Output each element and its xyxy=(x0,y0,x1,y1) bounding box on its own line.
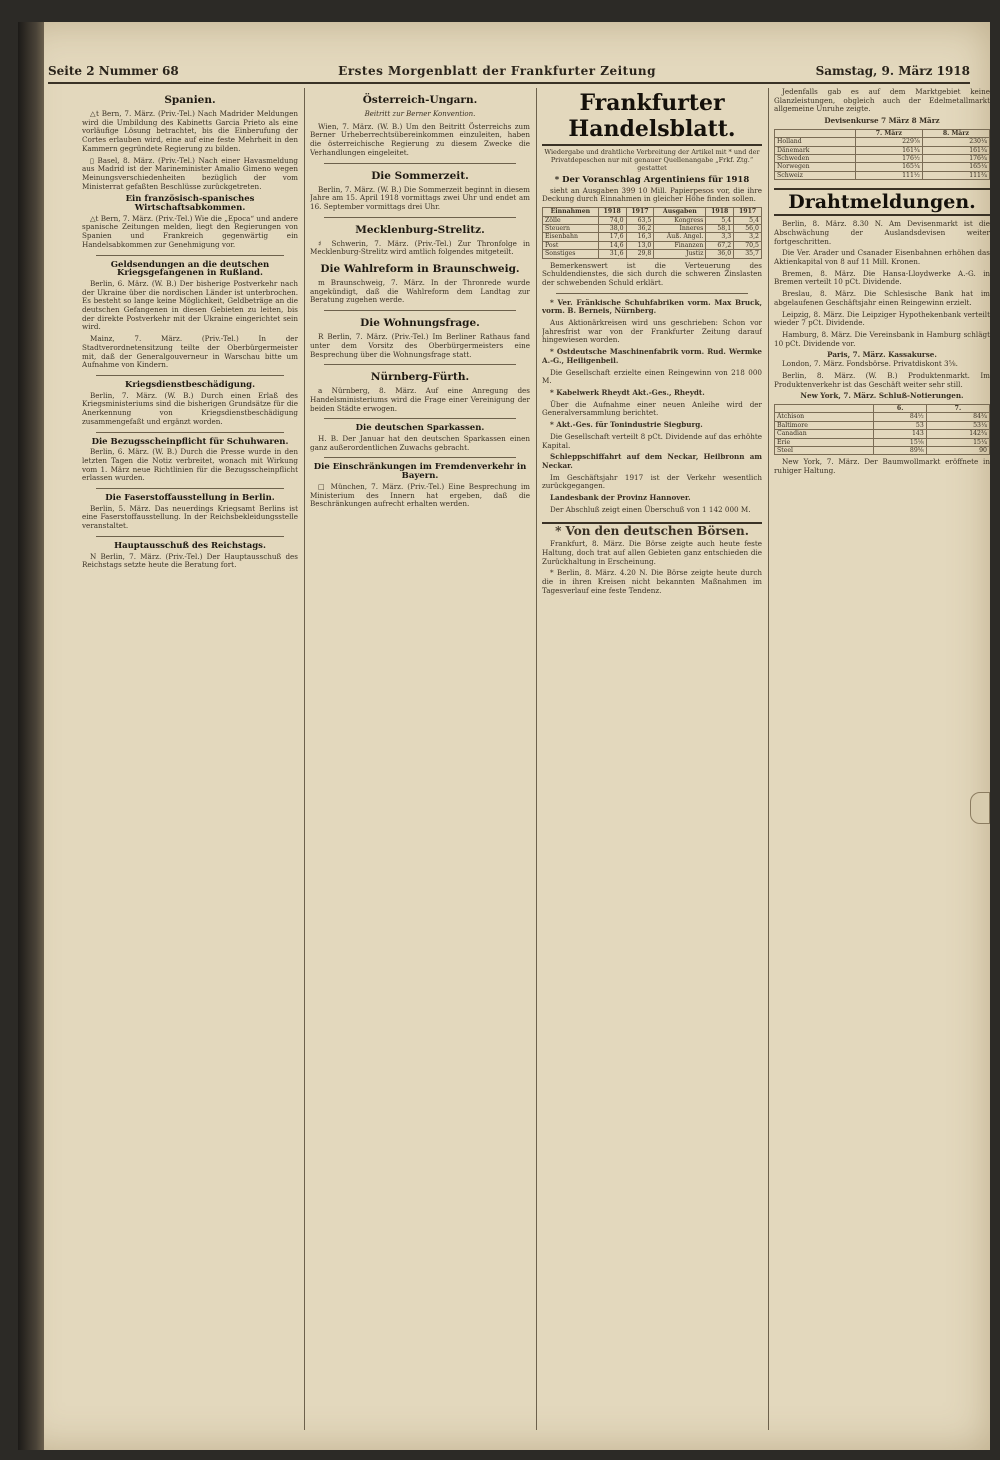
table-cell: Atchison xyxy=(775,413,874,421)
book-binding xyxy=(18,22,44,1450)
handelsblatt-title: Frankfurter Handelsblatt. xyxy=(542,90,762,146)
item-heading: * Kabelwerk Rheydt Akt.-Ges., Rheydt. xyxy=(550,387,705,397)
item-heading: * Ver. Fränkische Schuhfabriken vorm. Max Bruck, vorm. B. Berneis, Nürnberg. xyxy=(542,297,762,316)
table-cell: 111¾ xyxy=(922,171,989,179)
heading-wohnungsfrage: Die Wohnungsfrage. xyxy=(360,317,480,330)
divider xyxy=(324,418,516,419)
article-paragraph: Hamburg, 8. März. Die Vereinsbank in Hamburg schlägt 10 pCt. Dividende vor. xyxy=(774,329,990,348)
column-rule xyxy=(536,88,537,1430)
table-header-row xyxy=(775,404,990,412)
table-cell: 15⅛ xyxy=(874,438,926,446)
article-paragraph: London, 7. März. Fondsbörse. Privatdiskont 3⅝. xyxy=(782,359,958,369)
table-cell: 165¼ xyxy=(855,163,922,171)
article-paragraph: Berlin, 6. März. (W. B.) Der bisherige Postverkehr nach der Ukraine über die nordischen Länder ist unterbrochen. Es besteht so lange keine Möglichkeit, Geldbeträge an die deutschen Gefangenen in diesen Gebieten zu leiten, bis der direkte Postverkehr mit der Ukraine eingerichtet sein wird. xyxy=(82,278,298,332)
table-cell: Schweden xyxy=(775,155,856,163)
article-paragraph: Berlin, 7. März. (W. B.) Die Sommerzeit beginnt in diesem Jahre am 15. April 1918 vormittags zwei Uhr und endet am 16. September vormittags drei Uhr. xyxy=(310,184,530,211)
table-cell: 230¼ xyxy=(922,138,989,146)
table-cell: 143 xyxy=(874,430,926,438)
table-header-cell: Ausgaben xyxy=(654,208,706,216)
table-cell: 16,3 xyxy=(626,233,654,241)
table-header-cell: 1917 xyxy=(734,208,762,216)
table-header-cell: 8. März xyxy=(922,129,989,137)
heading-bezugsschein: Die Bezugsscheinpflicht für Schuhwaren. xyxy=(91,436,289,447)
table-cell: Norwegen xyxy=(775,163,856,171)
table-row xyxy=(775,146,990,154)
table-header-cell: 1918 xyxy=(598,208,626,216)
divider xyxy=(556,293,748,294)
column-rule xyxy=(768,88,769,1430)
table-cell: 161¾ xyxy=(922,146,989,154)
divider xyxy=(96,536,284,537)
item-heading: * Akt.-Ges. für Tonindustrie Siegburg. xyxy=(550,420,703,430)
table-cell: Holland xyxy=(775,138,856,146)
article-paragraph: * Berlin, 8. März. 4.20 N. Die Börse zeigte heute durch die in ihren Kreisen nicht bekannten Maßnahmen im Tagesverlauf eine feste Tendenz. xyxy=(542,568,762,595)
table-row xyxy=(775,163,990,171)
paris-title: Paris, 7. März. Kassakurse. xyxy=(827,350,937,360)
heading-boersen: * Von den deutschen Börsen. xyxy=(542,522,762,536)
item-heading: Landesbank der Provinz Hannover. xyxy=(550,493,691,503)
table-cell: 58,1 xyxy=(706,224,734,232)
table-row xyxy=(543,224,762,232)
table-cell: 74,0 xyxy=(598,216,626,224)
table-cell: Eisenbahn xyxy=(543,233,599,241)
heading-faserstoff: Die Faserstoffausstellung in Berlin. xyxy=(105,493,275,504)
article-paragraph: Bemerkenswert ist die Verteuerung des Schuldendienstes, die sich durch die schweren Zinslasten der schwebenden Schuld erklärt. xyxy=(542,260,762,287)
table-cell: 90 xyxy=(926,446,989,454)
article-paragraph: m Braunschweig, 7. März. In der Thronrede wurde angekündigt, daß die Wahlreform dem Landtag zur Beratung zugehen werde. xyxy=(310,278,530,305)
table-header-row xyxy=(543,208,762,216)
table-cell: Zölle xyxy=(543,216,599,224)
heading-sommerzeit: Die Sommerzeit. xyxy=(371,169,469,182)
table-header-cell: 7. xyxy=(926,404,989,412)
table-row xyxy=(775,446,990,454)
heading-drahtmeldungen: Drahtmeldungen. xyxy=(774,188,990,216)
table-cell: 142¾ xyxy=(926,430,989,438)
divider xyxy=(96,255,284,256)
article-paragraph: Mainz, 7. März. (Priv.-Tel.) In der Stadtverordnetensitzung teilte der Oberbürgermeister mit, daß der Generalgouverneur in Warschau bitte um Aufnahme von Kindern. xyxy=(82,334,298,370)
heading-nuernberg-fuerth: Nürnberg-Fürth. xyxy=(370,371,470,384)
table-header-cell: Einnahmen xyxy=(543,208,599,216)
table-row xyxy=(543,216,762,224)
column-rule xyxy=(304,88,305,1430)
table-cell: Schweiz xyxy=(775,171,856,179)
newyork-title: New York, 7. März. Schluß-Notierungen. xyxy=(800,391,964,401)
article-paragraph: H. B. Der Januar hat den deutschen Sparkassen einen ganz außerordentlichen Zuwachs gebracht. xyxy=(310,434,530,452)
article-paragraph: Berlin, 7. März. (W. B.) Durch einen Erlaß des Kriegsministeriums sind die bisherigen Grundsätze für die Anerkennung von Kriegsdienstbeschädigung zusammengefaßt und ergänzt worden. xyxy=(82,390,298,426)
table-cell: Steuern xyxy=(543,224,599,232)
article-paragraph: Die Gesellschaft erzielte einen Reingewinn von 218 000 M. xyxy=(542,367,762,386)
column-2 xyxy=(310,88,530,1432)
divider xyxy=(324,217,516,218)
article-paragraph: Berlin, 8. März. (W. B.) Produktenmarkt. Im Produktenverkehr ist das Geschäft weiter sehr still. xyxy=(774,370,990,389)
article-paragraph: Im Geschäftsjahr 1917 ist der Verkehr wesentlich zurückgegangen. xyxy=(542,472,762,491)
column-3 xyxy=(542,88,762,1432)
table-cell: Äuß. Angel. xyxy=(654,233,706,241)
article-paragraph: Breslau, 8. März. Die Schlesische Bank hat im abgelaufenen Geschäftsjahr einen Reingewinn erzielt. xyxy=(774,289,990,307)
table-header-cell: 1918 xyxy=(706,208,734,216)
budget-table xyxy=(542,207,762,258)
heading-argentinien: * Der Voranschlag Argentiniens für 1918 xyxy=(554,175,750,185)
heading-fremdenverkehr: Die Einschränkungen im Fremdenverkehr in Bayern. xyxy=(313,462,527,482)
table-cell: 31,6 xyxy=(598,250,626,258)
table-cell: 15¼ xyxy=(926,438,989,446)
table-row xyxy=(775,430,990,438)
table-header-cell xyxy=(775,129,856,137)
heading-wirtschaftsabkommen: Ein französisch-spanisches Wirtschaftsabkommen. xyxy=(125,194,255,214)
table-cell: 36,2 xyxy=(626,224,654,232)
table-cell: 89⅝ xyxy=(874,446,926,454)
heading-oesterreich: Österreich-Ungarn. xyxy=(362,94,478,106)
table-header-cell xyxy=(775,404,874,412)
masthead xyxy=(48,60,970,84)
table-row xyxy=(775,155,990,163)
table-row xyxy=(543,250,762,258)
item-heading: * Ostdeutsche Maschinenfabrik vorm. Rud. Wermke A.-G., Heiligenbeil. xyxy=(542,347,762,365)
table-cell: 5,4 xyxy=(706,216,734,224)
table-cell: Canadian xyxy=(775,430,874,438)
article-paragraph: Wien, 7. März. (W. B.) Um den Beitritt Österreichs zum Berner Urheberrechtsübereinkommen einzuleiten, haben die österreichische Regierung zu diesem Zwecke die Verhandlungen eingeleitet. xyxy=(310,121,530,157)
article-paragraph: Berlin, 6. März. (W. B.) Durch die Presse wurde in den letzten Tagen die Notiz verbreitet, wonach mit Wirkung vom 1. März neue Richtlinien für die Bezugsscheinpflicht erlassen wurden. xyxy=(82,447,298,483)
heading-spanien: Spanien. xyxy=(164,94,216,106)
table-cell: 84¾ xyxy=(926,413,989,421)
table-row xyxy=(775,438,990,446)
table-row xyxy=(543,233,762,241)
table-cell: 53¼ xyxy=(926,421,989,429)
article-paragraph: Über die Aufnahme einer neuen Anleihe wird der Generalversammlung berichtet. xyxy=(542,399,762,418)
page-number: Seite 2 Nummer 68 xyxy=(48,64,179,78)
table-cell: 111½ xyxy=(855,171,922,179)
table-cell: 14,6 xyxy=(598,241,626,249)
page-tab-marker xyxy=(970,792,990,824)
table-cell: 63,5 xyxy=(626,216,654,224)
newyork-table xyxy=(774,404,990,455)
table-cell: Erie xyxy=(775,438,874,446)
column-4 xyxy=(774,88,990,1432)
column-1 xyxy=(82,88,298,1432)
table-cell: Baltimore xyxy=(775,421,874,429)
table-cell: 3,3 xyxy=(706,233,734,241)
article-paragraph: Leipzig, 8. März. Die Leipziger Hypothekenbank verteilt wieder 7 pCt. Dividende. xyxy=(774,309,990,328)
table-cell: 3,2 xyxy=(734,233,762,241)
article-paragraph: a Nürnberg, 8. März. Auf eine Anregung des Handelsministeriums wird die Frage einer Vereinigung der beiden Städte erwogen. xyxy=(310,386,530,413)
table-cell: 53 xyxy=(874,421,926,429)
table-cell: 35,7 xyxy=(734,250,762,258)
article-paragraph: Berlin, 5. März. Das neuerdings Kriegsamt Berlins ist eine Faserstoffausstellung. In der Reichsbekleidungsstelle veranstaltet. xyxy=(82,503,298,531)
table-cell: 176½ xyxy=(855,155,922,163)
table-header-cell: 7. März xyxy=(855,129,922,137)
divider xyxy=(96,375,284,376)
table-cell: 67,2 xyxy=(706,241,734,249)
table-cell: Inneres xyxy=(654,224,706,232)
article-paragraph: △t Bern, 7. März. (Priv.-Tel.) Nach Madrider Meldungen wird die Umbildung des Kabinetts Garcia Prieto als eine vorläufige Lösung betrachtet, bis die Einberufung der Cortes erlauben wird, eine auf eine feste Mehrheit in den Kammern gegründete Regierung zu bilden. xyxy=(82,109,298,153)
table-cell: Steel xyxy=(775,446,874,454)
article-paragraph: Bremen, 8. März. Die Hansa-Lloydwerke A.-G. in Bremen verteilt 10 pCt. Dividende. xyxy=(774,268,990,287)
handelsblatt-subtitle: Wiedergabe und drahtliche Verbreitung der Artikel mit * und der Privatdepeschen nur mit genauer Quellenangabe „Frkf. Ztg.“ gestattet xyxy=(544,148,760,172)
table-cell: Finanzen xyxy=(654,241,706,249)
table-cell: 36,0 xyxy=(706,250,734,258)
heading-wahlreform: Die Wahlreform in Braunschweig. xyxy=(320,263,520,276)
table-row xyxy=(775,413,990,421)
article-paragraph: △t Bern, 7. März. (Priv.-Tel.) Wie die „Epoca“ und andere spanische Zeitungen melden, liegt den Regierungen von Spanien und Frankreich gegenwärtig ein Handelsabkommen zur Genehmigung vor. xyxy=(82,213,298,249)
table-cell: 165¼ xyxy=(922,163,989,171)
article-paragraph: Berlin, 8. März. 8.30 N. Am Devisenmarkt ist die Abschwächung der Auslandsdevisen weiter fortgeschritten. xyxy=(774,219,990,246)
divider xyxy=(324,364,516,365)
table-row xyxy=(775,138,990,146)
heading-sparkassen: Die deutschen Sparkassen. xyxy=(355,423,485,434)
heading-kriegsdienst: Kriegsdienstbeschädigung. xyxy=(124,379,256,390)
heading-mecklenburg: Mecklenburg-Strelitz. xyxy=(355,223,485,236)
table-cell: 38,0 xyxy=(598,224,626,232)
newspaper-page xyxy=(18,22,990,1450)
table-cell: 29,8 xyxy=(626,250,654,258)
divider xyxy=(324,163,516,164)
article-paragraph: N Berlin, 7. März. (Priv.-Tel.) Der Hauptausschuß des Reichstags setzte heute die Beratung fort. xyxy=(82,551,298,570)
table-cell: 13,0 xyxy=(626,241,654,249)
newspaper-title: Erstes Morgenblatt der Frankfurter Zeitung xyxy=(338,64,657,78)
divider xyxy=(324,457,516,458)
article-paragraph: Die Ver. Arader und Csanader Eisenbahnen erhöhen das Aktienkapital von 8 auf 11 Mill. Kronen. xyxy=(774,248,990,267)
table-header-cell: 6. xyxy=(874,404,926,412)
article-paragraph: Der Abschluß zeigt einen Überschuß von 1 142 000 M. xyxy=(550,504,751,514)
devisen-table-title: Devisenkurse 7 März 8 März xyxy=(824,116,940,126)
article-paragraph: R Berlin, 7. März. (Priv.-Tel.) Im Berliner Rathaus fand unter dem Vorsitz des Oberbürgermeisters eine Besprechung über die Wohnungsfrage statt. xyxy=(310,332,530,359)
table-cell: 229⅞ xyxy=(855,138,922,146)
table-cell: Justiz xyxy=(654,250,706,258)
divider xyxy=(96,488,284,489)
table-row xyxy=(775,171,990,179)
article-paragraph: New York, 7. März. Der Baumwollmarkt eröffnete in ruhiger Haltung. xyxy=(774,457,990,476)
table-cell: 5,4 xyxy=(734,216,762,224)
article-paragraph: Jedenfalls gab es auf dem Marktgebiet keine Glanzleistungen, obgleich auch der Edelmetallmarkt allgemeine Unruhe zeigte. xyxy=(774,88,990,114)
table-cell: 56,0 xyxy=(734,224,762,232)
divider xyxy=(96,432,284,433)
table-cell: 161¾ xyxy=(855,146,922,154)
table-cell: 17,6 xyxy=(598,233,626,241)
item-heading: Schleppschiffahrt auf dem Neckar, Heilbronn am Neckar. xyxy=(542,452,762,470)
table-row xyxy=(775,421,990,429)
issue-date: Samstag, 9. März 1918 xyxy=(815,64,970,78)
table-cell: Post xyxy=(543,241,599,249)
table-cell: 176¾ xyxy=(922,155,989,163)
table-cell: Sonstiges xyxy=(543,250,599,258)
divider xyxy=(324,310,516,311)
heading-hauptausschuss: Hauptausschuß des Reichstags. xyxy=(114,540,266,551)
article-paragraph: □ München, 7. März. (Priv.-Tel.) Eine Besprechung im Ministerium des Innern hat ergeben, daß die Beschränkungen aufrecht erhalten werden. xyxy=(310,481,530,509)
table-row xyxy=(543,241,762,249)
article-paragraph: Die Gesellschaft verteilt 8 pCt. Dividende auf das erhöhte Kapital. xyxy=(542,431,762,450)
table-header-row xyxy=(775,129,990,137)
article-paragraph: ▯ Basel, 8. März. (Priv.-Tel.) Nach einer Havasmeldung aus Madrid ist der Marineminister Amalio Gimeno wegen Meinungsverschiedenheiten bezüglich der vom Ministerrat gefaßten Beschlüsse zurückgetreten. xyxy=(82,155,298,191)
table-cell: 84½ xyxy=(874,413,926,421)
subheading-berner-konvention: Beitritt zur Berner Konvention. xyxy=(364,110,476,118)
table-cell: Dänemark xyxy=(775,146,856,154)
table-header-cell: 1917 xyxy=(626,208,654,216)
table-cell: Kongress xyxy=(654,216,706,224)
article-paragraph: ♯ Schwerin, 7. März. (Priv.-Tel.) Zur Thronfolge in Mecklenburg-Strelitz wird amtlich folgendes mitgeteilt. xyxy=(310,238,530,257)
article-paragraph: sieht an Ausgaben 399 10 Mill. Papierpesos vor, die ihre Deckung durch Einnahmen in gleicher Höhe finden sollen. xyxy=(542,185,762,204)
heading-kriegsgefangene: Geldsendungen an die deutschen Kriegsgefangenen in Rußland. xyxy=(110,259,270,279)
devisen-table xyxy=(774,129,990,180)
article-paragraph: Frankfurt, 8. März. Die Börse zeigte auch heute feste Haltung, doch trat auf allen Gebieten ganz entschieden die Zurückhaltung in Erscheinung. xyxy=(542,539,762,566)
article-paragraph: Aus Aktionärkreisen wird uns geschrieben: Schon vor Jahresfrist war von der Frankfurter Zeitung darauf hingewiesen worden. xyxy=(542,318,762,345)
table-cell: 70,5 xyxy=(734,241,762,249)
